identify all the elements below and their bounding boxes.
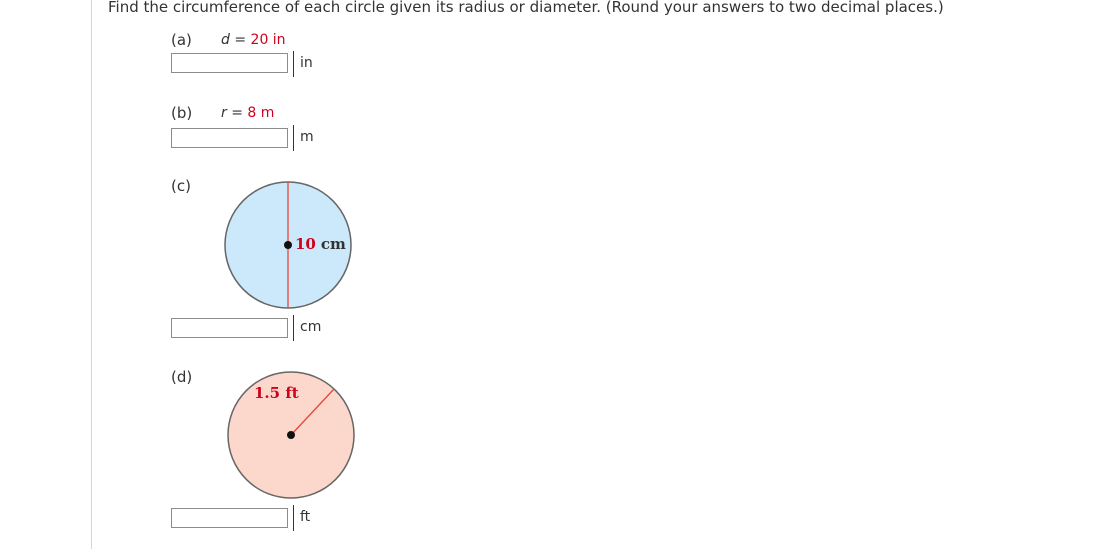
part-b-answer-input[interactable] bbox=[171, 128, 288, 148]
part-d-circle-figure bbox=[220, 368, 360, 508]
part-b-label: (b) bbox=[171, 104, 193, 122]
part-a-given-value: 20 in bbox=[250, 32, 286, 48]
part-c-diameter-label-unit: cm bbox=[320, 235, 346, 253]
instructions-text: Find the circumference of each circle given its radius or diameter. (Round your answers to two decimal places.) bbox=[108, 0, 944, 16]
part-d-answer-input[interactable] bbox=[171, 508, 288, 528]
part-c-circle-figure bbox=[220, 178, 360, 318]
part-a-given bbox=[221, 32, 286, 48]
part-c-center-point bbox=[284, 241, 292, 249]
part-c-unit: cm bbox=[293, 315, 321, 341]
part-b-unit: m bbox=[293, 125, 314, 151]
part-b-given bbox=[221, 105, 274, 121]
part-c-diameter-label-value: 10 bbox=[295, 235, 316, 253]
part-b-given-value: 8 m bbox=[247, 105, 275, 121]
part-d-radius-label-text: 1.5 ft bbox=[254, 384, 299, 402]
part-d-center-point bbox=[287, 431, 295, 439]
part-a-answer-input[interactable] bbox=[171, 53, 288, 73]
part-a-given-variable: d bbox=[221, 32, 230, 48]
part-c-answer-input[interactable] bbox=[171, 318, 288, 338]
part-a-given-equals: = bbox=[229, 32, 251, 48]
part-b-given-equals: = bbox=[226, 105, 248, 121]
part-a-unit: in bbox=[293, 51, 313, 77]
part-d-radius-label bbox=[254, 384, 299, 402]
left-divider bbox=[91, 0, 92, 549]
part-c-diameter-label bbox=[295, 235, 346, 253]
part-a-label: (a) bbox=[171, 31, 192, 49]
part-b-given-variable: r bbox=[221, 105, 227, 121]
part-d-label: (d) bbox=[171, 368, 193, 386]
part-c-label: (c) bbox=[171, 177, 191, 195]
part-d-unit: ft bbox=[293, 505, 310, 531]
